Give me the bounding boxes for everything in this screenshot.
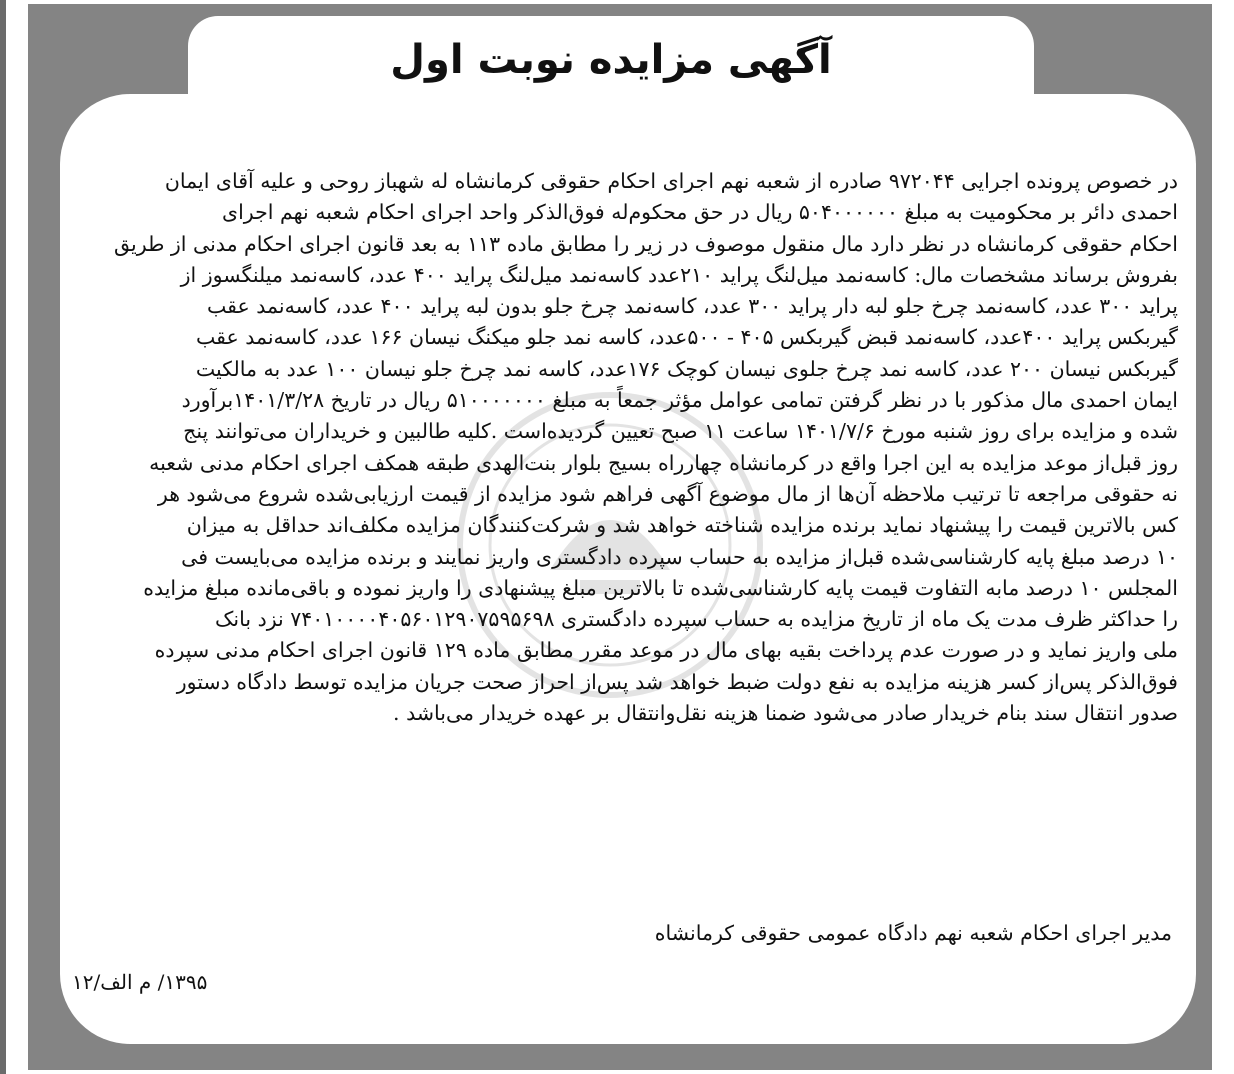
body-line: بفروش برساند مشخصات مال: کاسه‌نمد میل‌لنگ پراید ۲۱۰عدد کاسه‌نمد میل‌لنگ پراید ۴۰۰ عدد، کاسه‌نمد میلنگسوز از	[180, 262, 1178, 287]
body-line: ملی واریز نماید و در صورت عدم پرداخت بقیه بهای مال در موعد مقرر مطابق ماده ۱۲۹ قانون اجرای احکام مدنی سپرده	[154, 638, 1178, 663]
body-line: در خصوص پرونده اجرایی ۹۷۲۰۴۴ صادره از شعبه نهم اجرای احکام حقوقی کرمانشاه له شهباز روحی و علیه آقای ایمان	[164, 169, 1178, 193]
body-line: صدور انتقال سند بنام خریدار صادر می‌شود ضمنا هزینه نقل‌وانتقال بر عهده خریدار می‌باشد .	[393, 701, 1178, 726]
notice-body	[62, 166, 1178, 729]
signature-line: مدیر اجرای احکام شعبه نهم دادگاه عمومی حقوقی کرمانشاه	[654, 921, 1172, 945]
reference-number: ۱۳۹۵/ م الف/۱۲	[72, 970, 208, 994]
body-line: المجلس ۱۰ درصد مابه التفاوت قیمت پایه کارشناسی‌شده تا بالاترین مبلغ پیشنهادی را واریز نموده و باقی‌مانده مبلغ مزایده	[143, 575, 1178, 600]
body-line: احکام حقوقی کرمانشاه در نظر دارد مال منقول موصوف در زیر را مطابق ماده ۱۱۳ به بعد قانون اجرای احکام مدنی از طریق	[113, 231, 1178, 256]
body-line: را حداکثر ظرف مدت یک ماه از تاریخ مزایده به حساب سپرده دادگستری ۷۴۰۱۰۰۰۰۴۰۵۶۰۱۲۹۰۷۵۹۵۶۹۸ نزد بانک	[215, 607, 1178, 632]
body-line: ایمان احمدی مال مذکور با در نظر گرفتن تمامی عوامل مؤثر جمعاً به مبلغ ۵۱۰۰۰۰۰۰۰ ریال در تاریخ ۱۴۰۱/۳/۲۸برآورد	[181, 388, 1178, 413]
body-line: کس بالاترین قیمت را پیشنهاد نماید برنده مزایده شناخته خواهد شد و شرکت‌کنندگان مزایده مکلف‌اند حداقل به میزان	[186, 513, 1178, 538]
body-line: روز قبل‌از موعد مزایده به این اجرا واقع در کرمانشاه چهارراه بسیج بلوار بنت‌الهدی طبقه همکف اجرای احکام مدنی شعبه	[149, 450, 1178, 475]
notice-title: آگهی مزایده نوبت اول	[390, 37, 832, 83]
page-edge-rule	[0, 0, 6, 1074]
body-line: نه حقوقی مراجعه تا ترتیب ملاحظه آن‌ها از مال موضوع آگهی فراهم شود مزایده از قیمت ارزیابی‌شده شروع می‌شود هر	[157, 481, 1178, 506]
body-line: پراید ۳۰۰ عدد، کاسه‌نمد چرخ جلو لبه دار پراید ۳۰۰ عدد، کاسه‌نمد چرخ جلو بدون لبه پراید ۴۰۰ عدد، کاسه‌نمد عقب	[207, 294, 1178, 319]
body-line: گیربکس پراید ۴۰۰عدد، کاسه‌نمد قبض گیربکس ۴۰۵ - ۵۰۰عدد، کاسه نمد جلو میکنگ نیسان ۱۶۶ عدد، کاسه‌نمد عقب	[195, 325, 1178, 350]
body-line: ۱۰ درصد مبلغ پایه کارشناسی‌شده قبل‌از مزایده به حساب سپرده دادگستری واریز نمایند و برنده مزایده می‌بایست فی	[181, 544, 1178, 569]
body-line: گیربکس نیسان ۲۰۰ عدد، کاسه نمد چرخ جلوی نیسان کوچک ۱۷۶عدد، کاسه نمد چرخ جلو نیسان ۱۰۰ عدد به مالکیت	[195, 356, 1178, 381]
body-line: احمدی دائر بر محکومیت به مبلغ ۵۰۴۰۰۰۰۰۰ ریال در حق محکوم‌له فوق‌الذکر واحد اجرای احکام شعبه نهم اجرای	[222, 200, 1178, 225]
body-line: فوق‌الذکر پس‌از کسر هزینه مزایده به نفع دولت ضبط خواهد شد پس‌از احراز صحت جریان مزایده توسط دادگاه دستور	[176, 669, 1178, 694]
body-line: شده و مزایده برای روز شنبه مورخ ۱۴۰۱/۷/۶ ساعت ۱۱ صبح تعیین گردیده‌است .کلیه طالبین و خریداران می‌توانند پنج	[183, 419, 1178, 444]
